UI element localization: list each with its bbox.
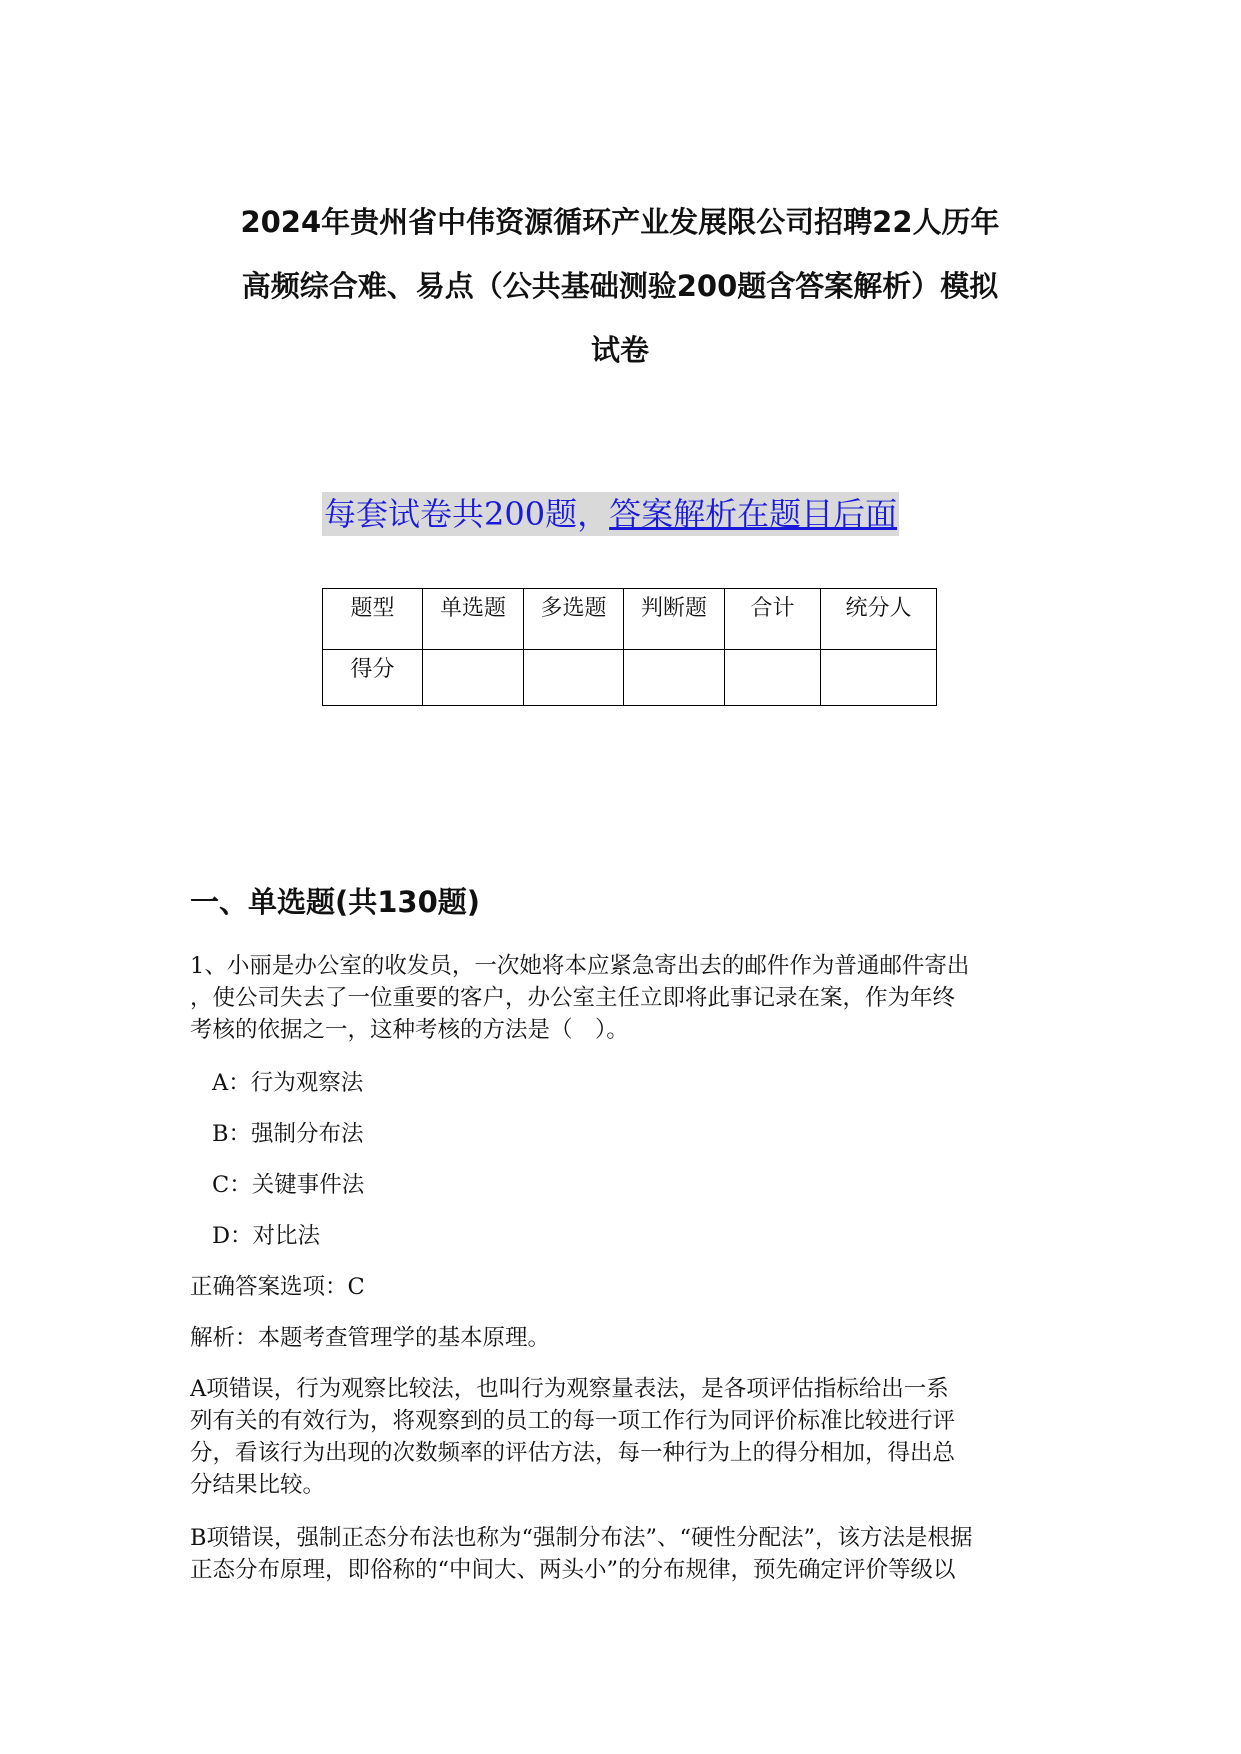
score-table-header-row [323, 589, 937, 650]
score-table [322, 588, 937, 706]
explanation-b [190, 1522, 1050, 1586]
score-table-score-row [323, 650, 937, 706]
document-title [180, 190, 1060, 382]
header-cell-single: 单选题 [423, 589, 524, 650]
analysis-intro: 解析：本题考查管理学的基本原理。 [190, 1325, 551, 1351]
header-cell-judge: 判断题 [624, 589, 725, 650]
header-cell-multiple: 多选题 [524, 589, 624, 650]
explanation-line: 列有关的有效行为，将观察到的员工的每一项工作行为同评价标准比较进行评 [190, 1408, 956, 1434]
stem-line: 考核的依据之一，这种考核的方法是（ ）。 [190, 1017, 629, 1043]
stem-line: ，使公司失去了一位重要的客户，办公室主任立即将此事记录在案，作为年终 [190, 985, 956, 1011]
explanation-line: A项错误，行为观察比较法，也叫行为观察量表法，是各项评估指标给出一系 [190, 1376, 949, 1402]
title-line-1: 2024年贵州省中伟资源循环产业发展限公司招聘22人历年 [240, 205, 1000, 239]
explanation-line: B项错误，强制正态分布法也称为“强制分布法”、“硬性分配法”，该方法是根据 [190, 1525, 973, 1551]
score-cell[interactable] [624, 650, 725, 706]
score-cell[interactable] [821, 650, 937, 706]
explanation-a [190, 1373, 1050, 1501]
question-stem [190, 950, 1050, 1046]
option-a[interactable]: A：行为观察法 [212, 1070, 364, 1096]
header-cell-total: 合计 [725, 589, 821, 650]
option-d[interactable]: D：对比法 [212, 1223, 321, 1249]
title-line-2: 高频综合难、易点（公共基础测验200题含答案解析）模拟 [241, 269, 999, 303]
header-cell-scorer: 统分人 [821, 589, 937, 650]
score-cell[interactable] [524, 650, 624, 706]
section-heading: 一、单选题(共130题) [190, 885, 481, 919]
banner-link[interactable]: 答案解析在题目后面 [609, 495, 898, 533]
notice-banner [322, 492, 899, 536]
banner-text: 每套试卷共200题， [324, 495, 610, 533]
correct-answer: 正确答案选项：C [190, 1274, 365, 1300]
option-b[interactable]: B：强制分布法 [212, 1121, 364, 1147]
option-c[interactable]: C：关键事件法 [212, 1172, 365, 1198]
score-cell[interactable] [725, 650, 821, 706]
row-label-score: 得分 [323, 650, 423, 706]
stem-line: 1、小丽是办公室的收发员，一次她将本应紧急寄出去的邮件作为普通邮件寄出 [190, 953, 970, 979]
explanation-line: 分结果比较。 [190, 1472, 326, 1498]
score-cell[interactable] [423, 650, 524, 706]
header-cell-type: 题型 [323, 589, 423, 650]
explanation-line: 正态分布原理，即俗称的“中间大、两头小”的分布规律，预先确定评价等级以 [190, 1557, 956, 1583]
explanation-line: 分，看该行为出现的次数频率的评估方法，每一种行为上的得分相加，得出总 [190, 1440, 956, 1466]
title-line-3: 试卷 [590, 333, 649, 367]
